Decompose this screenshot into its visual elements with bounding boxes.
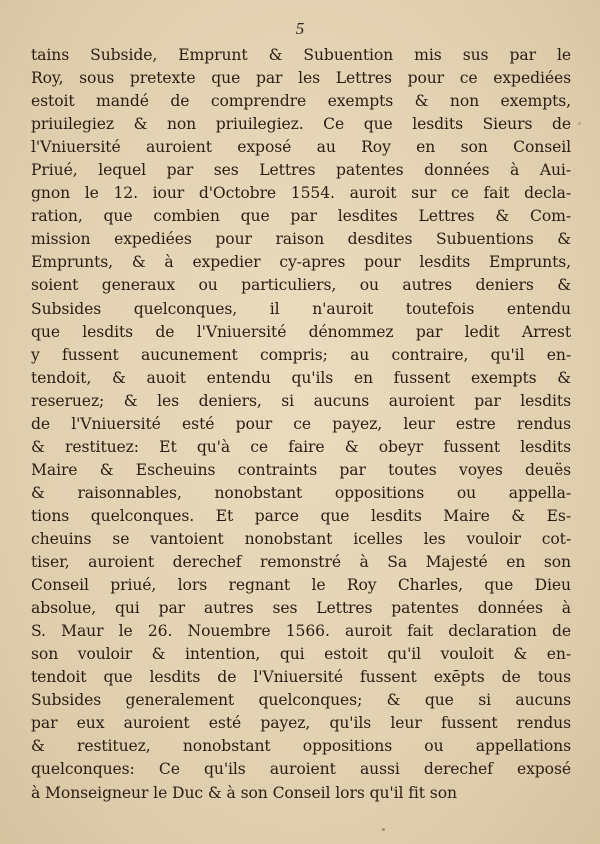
paper-speck bbox=[382, 828, 385, 831]
text-line: Subsides quelconques, il n'auroit toutefois entendu bbox=[31, 299, 571, 318]
text-line: quelconques: Ce qu'ils auroient aussi derechef exposé bbox=[31, 760, 571, 779]
body-text bbox=[31, 44, 571, 805]
text-line: & restituez: Et qu'à ce faire & obeyr fussent lesdits bbox=[31, 437, 571, 456]
text-line: que lesdits de l'Vniuersité dénommez par ledit Arrest bbox=[31, 322, 571, 341]
text-line: priuilegiez & non priuilegiez. Ce que lesdits Sieurs de bbox=[31, 115, 571, 134]
text-line: mission expediées pour raison desdites Subuentions & bbox=[31, 230, 571, 249]
text-line: l'Vniuersité auroient exposé au Roy en son Conseil bbox=[31, 138, 571, 157]
text-line: tendoit que lesdits de l'Vniuersité fussent exēpts de tous bbox=[31, 668, 571, 687]
text-line: reseruez; & les deniers, si aucuns auroient par lesdits bbox=[31, 391, 571, 410]
text-line: soient generaux ou particuliers, ou autres deniers & bbox=[31, 276, 571, 295]
text-line: Conseil priué, lors regnant le Roy Charles, que Dieu bbox=[31, 576, 571, 595]
text-line: à Monseigneur le Duc & à son Conseil lors qu'il fit son bbox=[31, 783, 457, 802]
text-line: ration, que combien que par lesdites Lettres & Com- bbox=[31, 207, 571, 226]
page-number: 5 bbox=[295, 19, 305, 38]
text-line: absolue, qui par autres ses Lettres patentes données à bbox=[31, 599, 571, 618]
text-line: cheuins se vantoient nonobstant icelles les vouloir cot- bbox=[31, 529, 571, 548]
text-line: Maire & Escheuins contraints par toutes voyes deuës bbox=[31, 460, 571, 479]
text-line: estoit mandé de comprendre exempts & non exempts, bbox=[31, 92, 571, 111]
text-line: Subsides generalement quelconques; & que si aucuns bbox=[31, 691, 571, 710]
text-line: S. Maur le 26. Nouembre 1566. auroit fait declaration de bbox=[31, 622, 571, 641]
text-line: tains Subside, Emprunt & Subuention mis sus par le bbox=[31, 46, 571, 64]
text-line: Roy, sous pretexte que par les Lettres pour ce expediées bbox=[31, 69, 571, 88]
text-line: son vouloir & intention, qui estoit qu'il vouloit & en- bbox=[31, 645, 571, 664]
text-line: tiser, auroient derechef remonstré à Sa Majesté en son bbox=[31, 553, 571, 572]
text-line: & restituez, nonobstant oppositions ou appellations bbox=[31, 737, 571, 756]
text-line: par eux auroient esté payez, qu'ils leur fussent rendus bbox=[31, 714, 571, 733]
text-line: Priué, lequel par ses Lettres patentes données à Aui- bbox=[31, 161, 571, 180]
text-line: y fussent aucunement compris; au contraire, qu'il en- bbox=[31, 345, 571, 364]
text-line: & raisonnables, nonobstant oppositions ou appella- bbox=[31, 483, 571, 502]
text-line: de l'Vniuersité esté pour ce payez, leur estre rendus bbox=[31, 414, 571, 433]
text-line: tendoit, & auoit entendu qu'ils en fussent exempts & bbox=[31, 368, 571, 387]
text-line: Emprunts, & à expedier cy-apres pour lesdits Emprunts, bbox=[31, 253, 571, 272]
text-line: tions quelconques. Et parce que lesdits Maire & Es- bbox=[31, 506, 571, 525]
paper-speck bbox=[578, 122, 581, 125]
text-line: gnon le 12. iour d'Octobre 1554. auroit sur ce fait decla- bbox=[31, 184, 571, 203]
